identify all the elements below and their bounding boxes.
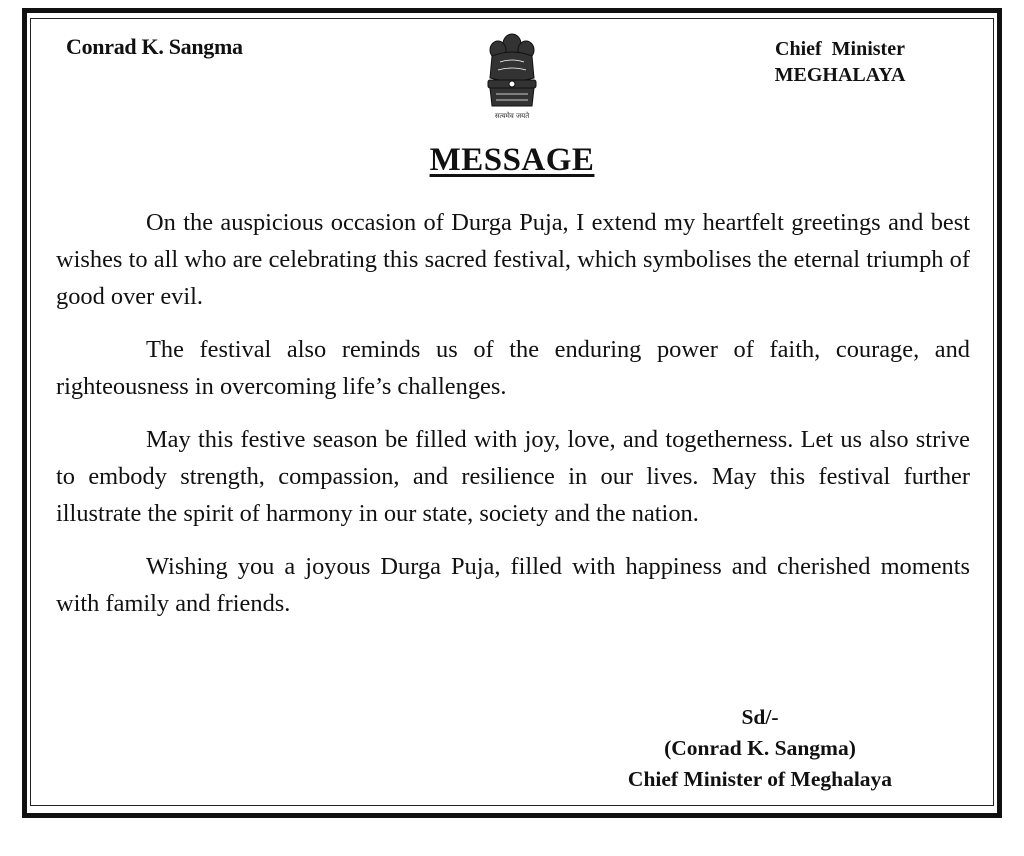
signature-block bbox=[560, 702, 960, 795]
paragraph: The festival also reminds us of the enduring power of faith, courage, and righteousness in overcoming life’s challenges. bbox=[56, 336, 970, 400]
paragraph: Wishing you a joyous Durga Puja, filled with happiness and cherished moments with family and friends. bbox=[56, 553, 970, 617]
signature-designation: Chief Minister of Meghalaya bbox=[627, 767, 893, 791]
signature-name: (Conrad K. Sangma) bbox=[664, 736, 856, 760]
header-office bbox=[740, 36, 940, 88]
emblem-motto: सत्यमेव जयते bbox=[494, 112, 530, 120]
page-title: MESSAGE bbox=[429, 142, 595, 178]
header-office-title: Chief Minister bbox=[775, 38, 905, 60]
header-office-state: MEGHALAYA bbox=[774, 64, 906, 86]
message-body bbox=[56, 204, 970, 638]
national-emblem-icon bbox=[478, 28, 546, 122]
signature-sd: Sd/- bbox=[741, 705, 779, 729]
paragraph: On the auspicious occasion of Durga Puja, I extend my heartfelt greetings and best wishes to all who are celebrating this sacred festival, which symbolises the eternal triumph of good over evil. bbox=[56, 209, 970, 310]
header-name: Conrad K. Sangma bbox=[66, 34, 243, 59]
paragraph: May this festive season be filled with joy, love, and togetherness. Let us also strive to embody strength, compassion, and resilience in our lives. May this festival further illustrate the spirit of harmony in our state, society and the nation. bbox=[56, 426, 970, 527]
